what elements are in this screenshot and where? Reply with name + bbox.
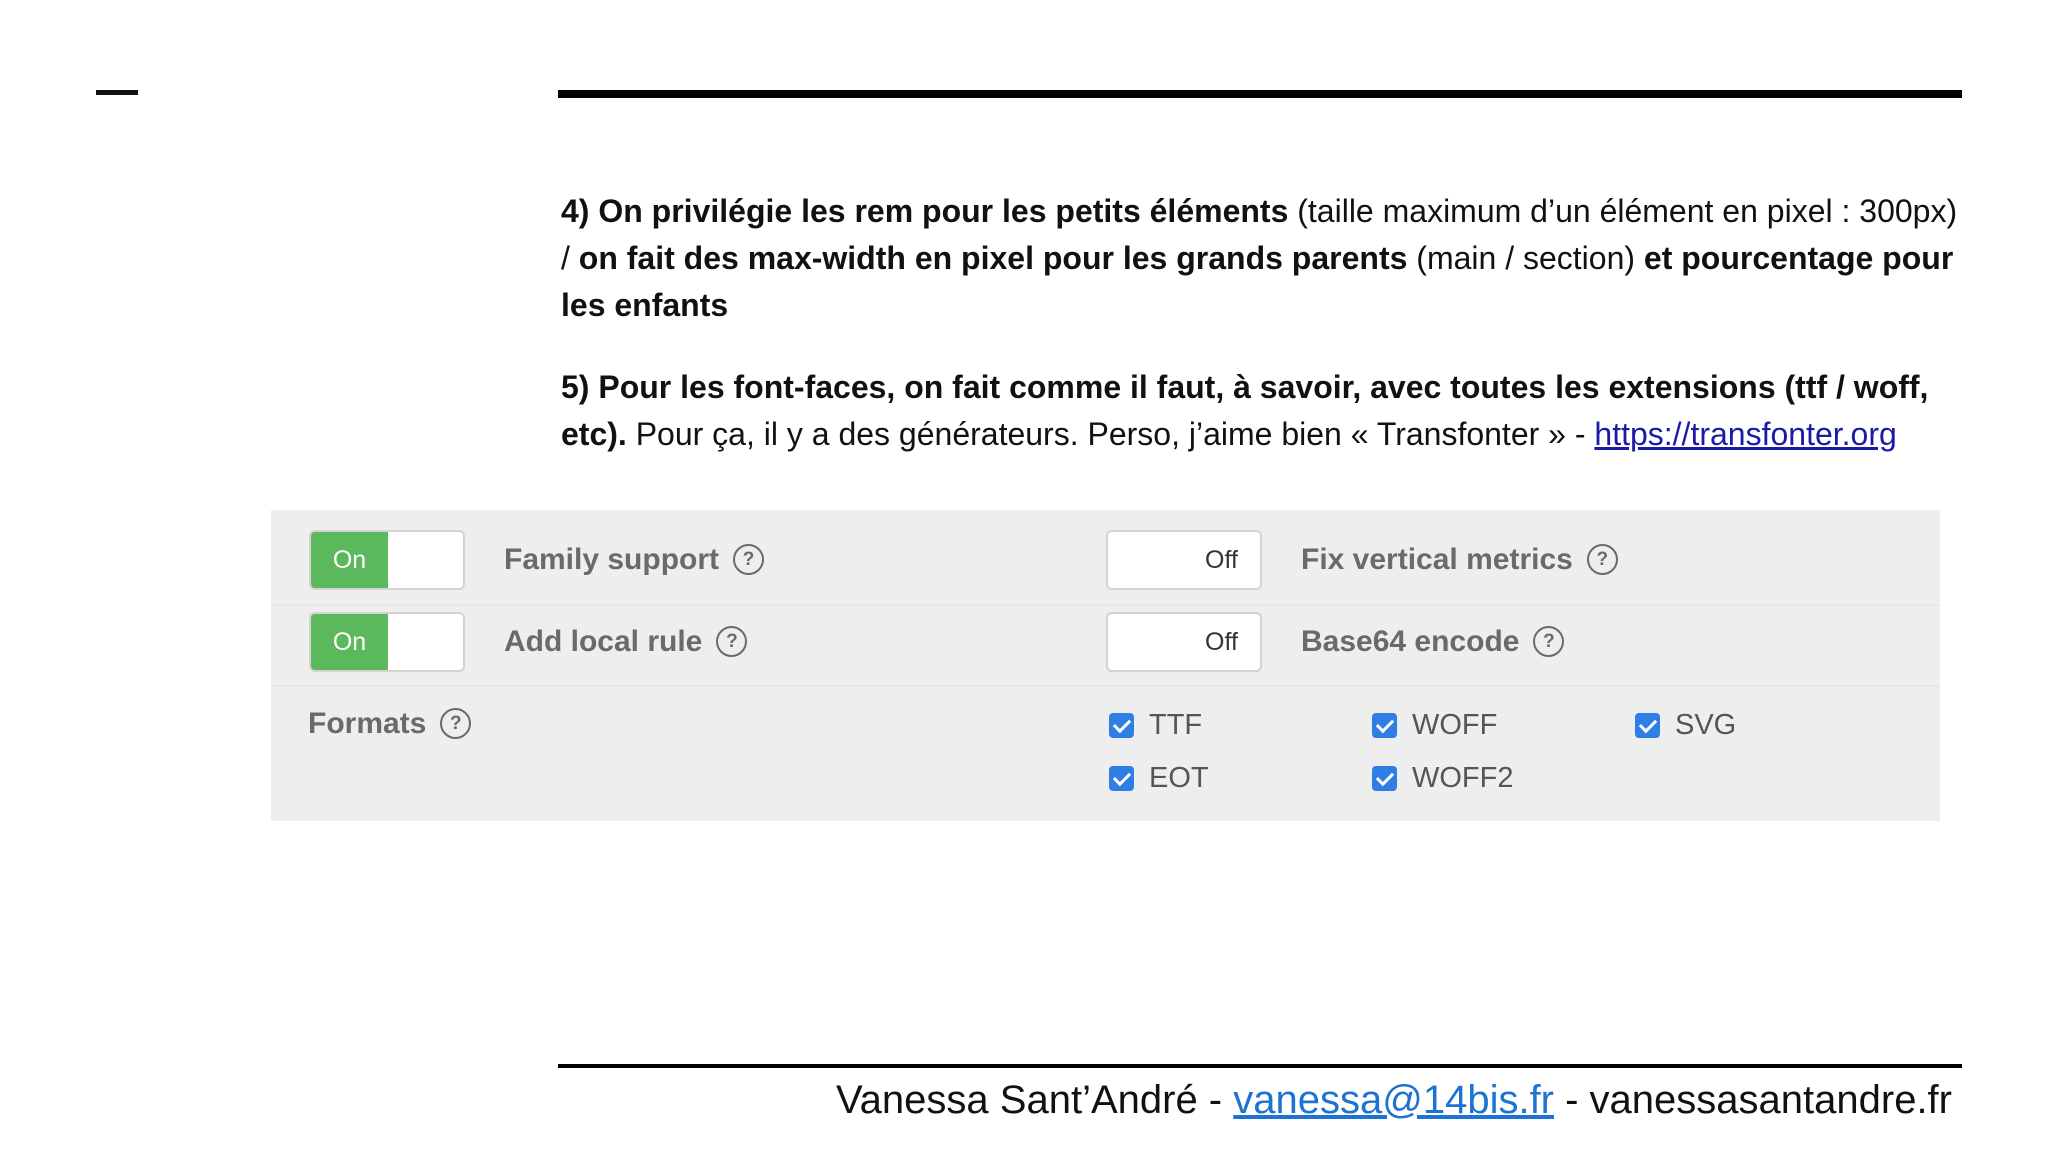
- corner-dash: [96, 90, 138, 95]
- family-support-label: Family support: [504, 543, 720, 576]
- help-icon[interactable]: ?: [440, 708, 471, 739]
- row-divider: [271, 685, 1940, 687]
- formats-label: Formats: [308, 707, 427, 740]
- help-icon[interactable]: ?: [716, 626, 747, 657]
- p5-text-1: Pour ça, il y a des générateurs. Perso, j’aime bien « Transfonter » -: [626, 416, 1595, 452]
- format-checkbox-ttf[interactable]: [1109, 709, 1202, 742]
- help-icon[interactable]: ?: [1533, 626, 1564, 657]
- p4-text-2: (main / section): [1407, 240, 1644, 276]
- checkbox-checked-icon[interactable]: [1109, 766, 1134, 791]
- fix-vertical-metrics-label: Fix vertical metrics: [1301, 543, 1573, 576]
- p5-bold-1: 5) Pour les font-faces, on fait comme il faut, à savoir, avec toutes les extensions (ttf / woff, etc).: [561, 369, 1929, 452]
- help-icon[interactable]: ?: [1587, 544, 1618, 575]
- add-local-rule-label: Add local rule: [504, 625, 703, 658]
- footer-author: Vanessa Sant’André -: [835, 1078, 1234, 1122]
- toggle-on-label: On: [311, 532, 388, 588]
- footer-email-link[interactable]: vanessa@14bis.fr: [1233, 1078, 1554, 1122]
- paragraph-5: [561, 364, 1961, 458]
- checkbox-checked-icon[interactable]: [1372, 713, 1397, 738]
- checkbox-checked-icon[interactable]: [1372, 766, 1397, 791]
- format-checkbox-svg[interactable]: [1635, 709, 1736, 742]
- toggle-off-label: Off: [1205, 546, 1238, 574]
- p4-bold-1: On privilégie les rem pour les petits éléments: [598, 193, 1289, 229]
- p4-text-1: (taille maximum d’un élément en pixel : 300px) /: [561, 193, 1958, 276]
- format-label: WOFF2: [1412, 762, 1514, 794]
- p4-bold-2: on fait des max-width en pixel pour les grands parents: [578, 240, 1408, 276]
- base64-encode-label: Base64 encode: [1301, 625, 1520, 658]
- format-label: TTF: [1149, 709, 1203, 741]
- top-rule: [558, 90, 1962, 98]
- formats-option: [308, 704, 471, 744]
- help-icon[interactable]: ?: [733, 544, 764, 575]
- format-label: WOFF: [1412, 709, 1498, 741]
- toggle-off-label: Off: [1205, 628, 1238, 656]
- family-support-option: [504, 540, 764, 580]
- row-divider: [271, 604, 1940, 606]
- format-checkbox-eot[interactable]: [1109, 762, 1209, 795]
- toggle-on-label: On: [311, 614, 388, 670]
- transfonter-link[interactable]: https://transfonter.org: [1594, 416, 1897, 452]
- checkbox-checked-icon[interactable]: [1109, 713, 1134, 738]
- p4-bold-3: et pourcentage pour les enfants: [561, 240, 1954, 323]
- paragraph-4: [561, 188, 1961, 329]
- add-local-rule-toggle[interactable]: [309, 612, 465, 672]
- fix-vertical-metrics-option: [1301, 540, 1618, 580]
- format-checkbox-woff2[interactable]: [1372, 762, 1514, 795]
- format-label: EOT: [1149, 762, 1209, 794]
- base64-encode-toggle[interactable]: [1106, 612, 1262, 672]
- footer: [836, 1078, 1952, 1123]
- bottom-rule: [558, 1064, 1962, 1068]
- add-local-rule-option: [504, 622, 747, 662]
- format-checkbox-woff[interactable]: [1372, 709, 1497, 742]
- footer-site: - vanessasantandre.fr: [1554, 1078, 1952, 1122]
- fix-vertical-metrics-toggle[interactable]: [1106, 530, 1262, 590]
- transfonter-options-panel: [271, 510, 1940, 821]
- checkbox-checked-icon[interactable]: [1635, 713, 1660, 738]
- p4-number: 4): [561, 193, 599, 229]
- base64-encode-option: [1301, 622, 1564, 662]
- family-support-toggle[interactable]: [309, 530, 465, 590]
- format-label: SVG: [1675, 709, 1737, 741]
